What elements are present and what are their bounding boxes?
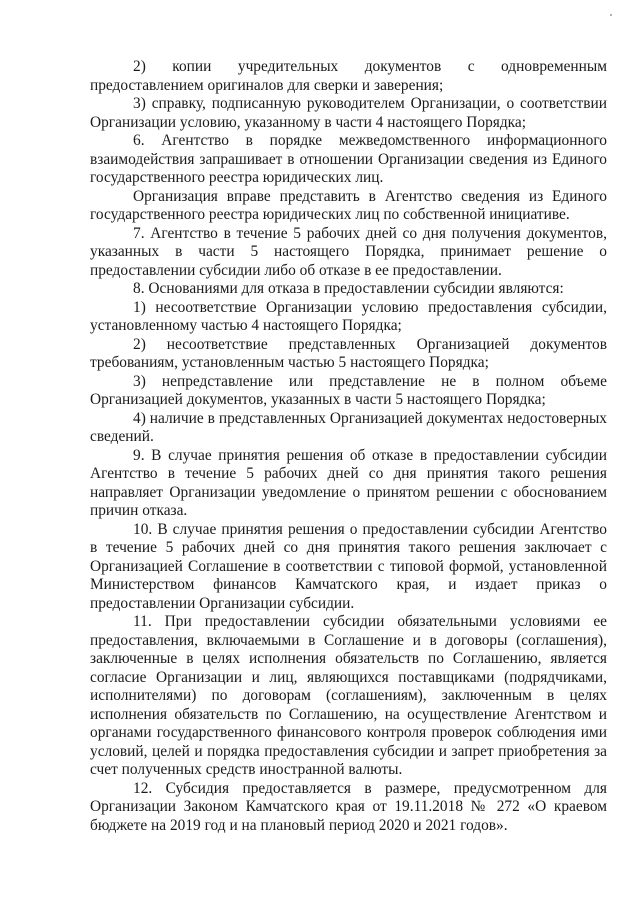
document-page xyxy=(90,58,607,835)
paragraph-12-subsidy-amount: 12. Субсидия предоставляется в размере, предусмотренном для Организации Законом Камчатского края от 19.11.2018 № 272 «О краевом бюджете на 2019 год и на плановый период 2020 и 2021 годов». xyxy=(90,779,607,834)
paragraph-8-ground-1: 1) несоответствие Организации условию предоставления субсидии, установленному частью 4 настоящего Порядка; xyxy=(90,298,607,334)
paragraph-7-decision: 7. Агентство в течение 5 рабочих дней со дня получения документов, указанных в части 5 настоящего Порядка, принимает решение о предоставлении субсидии либо об отказе в ее предоставлении. xyxy=(90,224,607,279)
paragraph-8-ground-2: 2) несоответствие представленных Организацией документов требованиям, установленным частью 5 настоящего Порядка; xyxy=(90,335,607,371)
paragraph-8-refusal-grounds: 8. Основаниями для отказа в предоставлении субсидии являются: xyxy=(133,280,564,297)
paragraph-8-ground-3: 3) непредставление или представление не в полном объеме Организацией документов, указанных в части 5 настоящего Порядка; xyxy=(90,372,607,408)
paragraph-item-3-certificate: 3) справку, подписанную руководителем Организации, о соответствии Организации условию, указанному в части 4 настоящего Порядка; xyxy=(90,95,607,131)
paragraph-item-2-founding-docs: 2) копии учредительных документов с одновременным предоставлением оригиналов для сверки и заверения; xyxy=(90,58,607,94)
paragraph-8-ground-4: 4) наличие в представленных Организацией документах недостоверных сведений. xyxy=(90,409,607,445)
paragraph-10-agreement: 10. В случае принятия решения о предоставлении субсидии Агентство в течение 5 рабочих дней со дня принятия такого решения заключает с Организацией Соглашение в соответствии с типовой формой, установленной Министерством финансов Камчатского края, и издает приказ о предоставлении Организации субсидии. xyxy=(90,520,607,612)
scan-artifact-dot xyxy=(610,14,612,16)
paragraph-6-own-initiative: Организация вправе представить в Агентство сведения из Единого государственного реестра юридических лиц по собственной инициативе. xyxy=(90,187,607,223)
paragraph-6-interagency-request: 6. Агентство в порядке межведомственного информационного взаимодействия запрашивает в отношении Организации сведения из Единого государственного реестра юридических лиц. xyxy=(90,132,607,186)
paragraph-11-conditions: 11. При предоставлении субсидии обязательными условиями ее предоставления, включаемыми в Соглашение и в договоры (соглашения), заключенные в целях исполнения обязательств по Соглашению, является согласие Организации и лиц, являющихся поставщиками (подрядчиками, исполнителями) по договорам (соглашениям), заключенным в целях исполнения обязательств по Соглашению, на осуществление Агентством и органами государственного финансового контроля проверок соблюдения ими условий, целей и порядка предоставления субсидии и запрет приобретения за счет полученных средств иностранной валюты. xyxy=(90,613,607,778)
paragraph-9-refusal-notice: 9. В случае принятия решения об отказе в предоставлении субсидии Агентство в течение 5 рабочих дней со дня принятия такого решения направляет Организации уведомление о принятом решении с обоснованием причин отказа. xyxy=(90,446,607,519)
